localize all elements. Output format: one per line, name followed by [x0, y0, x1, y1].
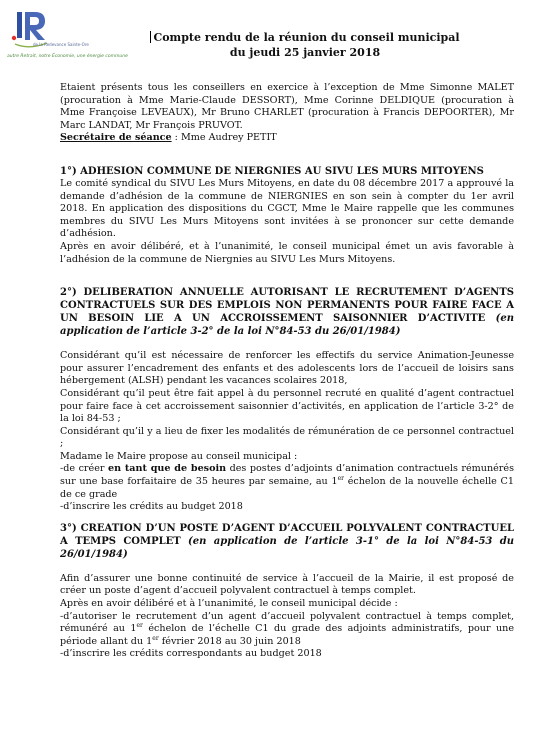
section-3-legal-ref: (en application de l’article 3-1° de la loi N°84-53 du 26/01/1984): [60, 535, 514, 560]
section-2-paragraph-4: Madame le Maire propose au conseil municipal :: [60, 450, 298, 462]
section-3-paragraph-3: -d’autoriser le recrutement d’un agent d’accueil polyvalent contractuel à temps complet, rémunéré au 1er échelon de l’échelle C1 du grade des adjoints administratifs, pour une période allant du 1er février 2018 au 30 juin 2018: [60, 610, 514, 647]
logo-small-text: de la Redevance Sainte-Ore: [33, 42, 89, 47]
section-2-title: 2°) DELIBERATION ANNUELLE AUTORISANT LE RECRUTEMENT D’AGENTS CONTRACTUELS SUR DES EMPLOIS NON PERMANENTS POUR FAIRE FACE A UN BESOIN LIE A UN ACCROISSEMENT SAISONNIER D’ACTIVITE (en application de l’article 3-2° de la loi N°84-53 du 26/01/1984): [60, 287, 514, 338]
section-1-title: 1°) ADHESION COMMUNE DE NIERGNIES AU SIVU LES MURS MITOYENS: [60, 165, 484, 177]
title-line-1: Compte rendu de la réunion du conseil municipal: [140, 30, 470, 45]
section-2-paragraph-2: Considérant qu’il peut être fait appel à du personnel recruté en qualité d’agent contractuel pour faire face à cet accroissement saisonnier d’activités, en application de l’article 3-2° de la loi 84-53 ;: [60, 387, 514, 425]
section-1-paragraph-2: Après en avoir délibéré, et à l’unanimité, le conseil municipal émet un avis favorable à l’adhésion de la commune de Niergnies au SIVU Les Murs Mitoyens.: [60, 240, 514, 265]
section-3-paragraph-4: -d’inscrire les crédits correspondants au budget 2018: [60, 648, 322, 660]
document-body: [60, 82, 514, 661]
section-2-paragraph-6: -d’inscrire les crédits au budget 2018: [60, 501, 243, 513]
secretary-value: : Mme Audrey PETIT: [171, 132, 277, 144]
section-3-paragraph-1: Afin d’assurer une bonne continuité de service à l’accueil de la Mairie, il est proposé de créer un poste d’agent d’accueil polyvalent contractuel à temps complet.: [60, 572, 514, 597]
attendance-paragraph: Etaient présents tous les conseillers en exercice à l’exception de Mme Simonne MALET (procuration à Mme Marie-Claude DESSORT), Mme Corinne DELDIQUE (procuration à Mme Françoise LEVEAUX), Mr Bruno CHARLET (procuration à Francis DEPOORTER), Mr Marc LANDAT, Mr François PRUVOT.: [60, 82, 514, 131]
section-3-title: 3°) CREATION D’UN POSTE D’AGENT D’ACCUEIL POLYVALENT CONTRACTUEL A TEMPS COMPLET (en application de l’article 3-1° de la loi N°84-53 du 26/01/1984): [60, 522, 514, 560]
logo-tagline: autre Retrait, notre Économie, une énergie commune: [7, 54, 128, 59]
section-2-paragraph-1: Considérant qu’il est nécessaire de renforcer les effectifs du service Animation-Jeunesse pour assurer l’encadrement des enfants et des adolescents lors de l’accueil de loisirs sans hébergement (ALSH) pendant les vacances scolaires 2018,: [60, 350, 514, 387]
secretary-line: [60, 132, 514, 145]
section-2-legal-ref: (en application de l’article 3-2° de la loi N°84-53 du 26/01/1984): [60, 313, 514, 338]
municipal-logo: [5, 8, 128, 68]
section-2-paragraph-5: -de créer en tant que de besoin des postes d’adjoints d’animation contractuels rémunérés sur une base forfaitaire de 35 heures par semaine, au 1er échelon de la nouvelle échelle C1 de ce grade: [60, 463, 515, 500]
as-needed-emphasis: en tant que de besoin: [107, 463, 227, 475]
secretary-label: Secrétaire de séance: [60, 132, 172, 144]
section-3-paragraph-2: Après en avoir délibéré et à l’unanimité, le conseil municipal décide :: [60, 598, 398, 610]
page-title: [140, 30, 470, 60]
title-line-2: du jeudi 25 janvier 2018: [229, 46, 381, 59]
text-cursor: [150, 31, 151, 43]
section-1-paragraph-1: Le comité syndical du SIVU Les Murs Mitoyens, en date du 08 décembre 2017 a approuvé la demande d’adhésion de la commune de NIERGNIES en son sein à compter du 1er avril 2018. En application des dispositions du CGCT, Mme le Maire rappelle que les communes membres du SIVU Les Murs Mitoyens sont invitées à se prononcer sur cette demande d’adhésion.: [60, 177, 514, 240]
section-2-paragraph-3: Considérant qu’il y a lieu de fixer les modalités de rémunération de ce personnel contractuel ;: [60, 425, 514, 450]
